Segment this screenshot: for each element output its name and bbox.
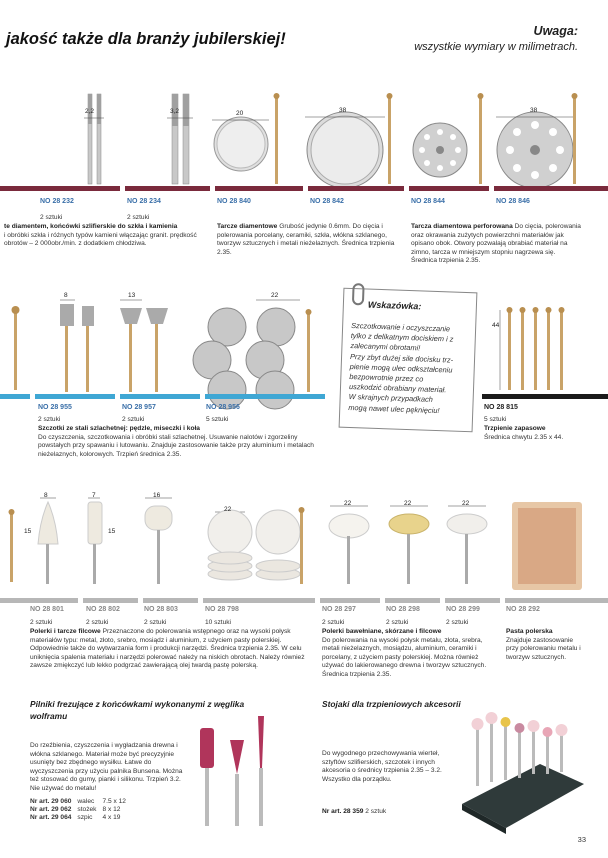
description-files [4, 223, 210, 249]
felt-discs-image [208, 507, 305, 584]
article-number: NO 28 840 [217, 198, 251, 205]
diamond-disc-small-image [212, 93, 280, 184]
perforated-disc-small-image [413, 93, 484, 184]
article-number: NO 28 297 [322, 606, 356, 613]
description-title: Pasta polerska [506, 628, 553, 635]
article-number: NO 28 801 [30, 606, 64, 613]
article-number: NO 28 798 [205, 606, 239, 613]
quantity: 2 sztuki [446, 619, 469, 626]
article-number: NO 28 299 [446, 606, 480, 613]
brush-wheels-image [193, 300, 312, 409]
dim-label: 16 [153, 492, 161, 499]
description-title: Szczotki ze stali szlachetnej: pędzle, miseczki i koła [38, 425, 200, 432]
quantity: 2 sztuki [38, 416, 61, 423]
article-number: NO 28 956 [206, 404, 240, 411]
description-title: te diamentem, końcówki szlifierskie do szkła i kamienia [4, 223, 178, 230]
quantity: 2 sztuki [30, 619, 53, 626]
color-bar [83, 598, 138, 603]
leather-polisher-image [389, 506, 429, 584]
description-spare [484, 425, 604, 442]
article-number: NO 28 957 [122, 404, 156, 411]
tip-line: W skrajnych przypadkach [348, 392, 433, 405]
tip-line: bezpowrotnie przez co [349, 371, 424, 384]
dim-label: 8 [64, 292, 68, 299]
quantity: 2 sztuki [144, 619, 167, 626]
quantity: 2 sztuki [122, 416, 145, 423]
dim-label: 2,2 [85, 108, 95, 115]
brush-cup-image [120, 300, 168, 392]
color-bar [505, 598, 608, 603]
dim-label: 15 [108, 528, 116, 535]
description-title: Polerki bawełniane, skórzane i filcowe [322, 628, 442, 635]
tip-heading: Wskazówka: [367, 299, 422, 312]
dim-label: 38 [339, 107, 347, 114]
table-cell: Nr art. 29 064 [30, 814, 72, 821]
table-cell: 7.5 x 12 [102, 798, 126, 805]
table-cell: 4 x 19 [102, 814, 121, 821]
dim-label: 44 [492, 322, 500, 329]
quantity: 2 sztuki [127, 214, 150, 221]
stand-image [462, 712, 584, 834]
color-bar [385, 598, 440, 603]
dim-label: 13 [128, 292, 136, 299]
article-number: NO 28 803 [144, 606, 178, 613]
spare-mandrels-image [500, 307, 565, 390]
spare-mandrel-image [12, 306, 20, 390]
color-bar [0, 186, 120, 191]
row3-illustrations [0, 492, 608, 602]
color-bar [482, 394, 608, 399]
description-brushes [38, 425, 316, 459]
quantity: 2 sztuki [386, 619, 409, 626]
article-number: NO 28 232 [40, 198, 74, 205]
description-text: Przeznaczone do polerowania wstępnego oraz na wysoki połysk materiałów typu: metal, złoto, srebro, mosiądz i aluminium, z użyciem pasty polerskiej. Odpowiednie także do wytwarzania form i produkcji narzędzi. Średnica trzpienia 2.35. W celu uniknięcia spalenia materiału i narzędzi polerować należy na niskich obrotach. Należy również zawsze zmiękczyć lub lekko podgrzać zawierającą olej twardą pastę polerską. [30, 628, 305, 670]
cotton-polisher-image [329, 506, 369, 584]
polishing-paste-image [512, 502, 582, 590]
stand-quantity: 2 sztuk [365, 808, 387, 815]
color-bar [0, 394, 30, 399]
dim-label: 15 [24, 528, 32, 535]
row4-illustrations [0, 706, 608, 836]
table-cell: stożek [77, 806, 97, 813]
description-title: Tarcza diamentowa perforowana [411, 223, 513, 230]
article-number: NO 28 844 [411, 198, 445, 205]
felt-cylinder-image [88, 498, 102, 584]
dim-label: 7 [92, 492, 96, 499]
color-bar [445, 598, 500, 603]
article-number: NO 28 955 [38, 404, 72, 411]
description-text: Znajduje zastosowanie przy polerowaniu metalu i tworzyw sztucznych. [506, 636, 581, 661]
article-number: NO 28 234 [127, 198, 161, 205]
description-title: Trzpienie zapasowe [484, 425, 546, 432]
dim-label: 22 [404, 500, 412, 507]
note-heading: Uwaga: [533, 24, 578, 38]
quantity: 2 sztuki [322, 619, 345, 626]
color-bar [320, 598, 380, 603]
table-cell: walec [77, 798, 95, 805]
color-bar [35, 394, 115, 399]
article-number: NO 28 842 [310, 198, 344, 205]
felt-polisher-image [447, 506, 487, 584]
description-text: Do czyszczenia, szczotkowania i obróbki stali szlachetnej. Usuwanie nalotów i zgorzeliny powstałych przy spawaniu i lutowaniu. Znajduje zastosowanie także przy aluminium i metalach nieżelaznych, kolorowych. Trzpień średnica 2.35. [38, 433, 314, 458]
description-discs [217, 223, 403, 257]
description-felt [30, 628, 314, 671]
description-paste [506, 628, 582, 662]
dim-label: 20 [236, 110, 244, 117]
color-bar [125, 186, 210, 191]
tip-text [348, 321, 475, 417]
stand-number: Nr art. 28 359 [322, 808, 364, 815]
color-bar [409, 186, 489, 191]
table-cell: szpic [77, 814, 93, 821]
article-number: NO 28 802 [86, 606, 120, 613]
table-cell: Nr art. 29 060 [30, 798, 72, 805]
color-bar [308, 186, 404, 191]
tip-line: Przy zbyt dużej sile docisku trz- [349, 351, 454, 365]
dim-label: 22 [462, 500, 470, 507]
carbide-files-image [200, 716, 264, 826]
description-perforated [411, 223, 581, 266]
quantity: 5 sztuki [206, 416, 229, 423]
row1-illustrations [0, 0, 608, 190]
color-bar [143, 598, 198, 603]
row2-illustrations [0, 290, 608, 440]
page-number: 33 [577, 835, 586, 844]
color-bar [215, 186, 303, 191]
tip-line: mogą nawet ulec pęknięciu! [348, 402, 440, 415]
quantity: 2 sztuki [40, 214, 63, 221]
description-text: Do polerowania na wysoki połysk metalu, złota, srebra, metali nieżelaznych, mosiądzu, aluminium, ceramiki i porcelany, z użyciem pasty polerskiej. Można również używać do lakierowanego drewna i tworzyw sztucznych. Średnica trzpienia 2.35. [322, 636, 487, 678]
note-text: wszystkie wymiary w milimetrach. [414, 41, 578, 53]
brush-pencil-image [60, 300, 94, 392]
color-bar [120, 394, 200, 399]
color-bar [494, 186, 608, 191]
article-number: NO 28 292 [506, 606, 540, 613]
color-bar [203, 598, 315, 603]
quantity: 2 sztuki [86, 619, 109, 626]
stand-order [322, 808, 386, 817]
description-title: Tarcze diamentowe [217, 223, 278, 230]
tip-line: uszkodzić obrabiany materiał. [348, 382, 447, 395]
article-number: NO 28 815 [484, 404, 518, 411]
paperclip-icon [352, 283, 365, 305]
table-cell: Nr art. 29 062 [30, 806, 72, 813]
table-cell: 8 x 12 [102, 806, 121, 813]
dim-label: 8 [44, 492, 48, 499]
description-text: i obróbki szkła i różnych typów kamieni włączając granit. prędkość obrotów – 2 000obr./min. z dodatkiem chłodziwa. [4, 231, 197, 248]
description-text: Do cięcia, polerowania oraz okrawania zużytych powierzchni materiałów jak opisano obok. Otwory pozwalają obrabiać materiał na zimno, tarcza w mniejszym stopniu nagrzewa się. Średnica trzpienia 2.35. [411, 223, 581, 265]
dim-label: 38 [530, 107, 538, 114]
description-cotton [322, 628, 494, 680]
color-bar [205, 394, 325, 399]
felt-cone-image [9, 498, 59, 584]
description-text: Grubość jedynie 0.6mm. Do cięcia i polerowania porcelany, ceramiki, szkła, włókna szklanego, tworzyw sztucznych i metali nieżelaznych. Średnica trzpienia 2.35. [217, 223, 395, 256]
stand-heading: Stojaki dla trzpieniowych akcesorii [322, 699, 461, 709]
tip-line: tylko z delikatnym dociskiem i z [350, 331, 454, 344]
files-description: Do rzeźbienia, czyszczenia i wygładzania drewna i włókna szklanego. Materiał może być precyzyjnie usunięty bez zbędnego wysiłku. Łatwe do wyczyszczenia przy użyciu palnika Bunsena. Można też stosować do gumy, pianki i silikonu. Trzpień 3.2. Nie używać do metalu! [30, 742, 183, 792]
tip-line: pienie mogą ulec odkształceniu [349, 361, 453, 375]
dim-label: 3,2 [170, 108, 180, 115]
quantity: 5 sztuki [484, 416, 507, 423]
dim-label: 22 [224, 506, 232, 513]
color-bar [0, 598, 78, 603]
article-number: NO 28 298 [386, 606, 420, 613]
felt-wheel-image [145, 498, 172, 584]
stand-description: Do wygodnego przechowywania wierteł, sztyftów szlifierskich, szczotek i innych akcesoria o średnicy trzpienia 2.35 – 3.2. Wszystko dla porządku. [322, 750, 442, 783]
article-number: NO 28 846 [496, 198, 530, 205]
description-text: Średnica chwytu 2.35 x 44. [484, 433, 564, 441]
tip-line: zalecanymi obrotami! [350, 341, 421, 353]
quantity: 10 sztuki [205, 619, 232, 626]
diamond-disc-large-image [305, 93, 393, 188]
page-title: jakość także dla branży jubilerskiej! [6, 30, 286, 48]
dim-label: 22 [344, 500, 352, 507]
description-title: Polerki i tarcze filcowe [30, 628, 101, 635]
files-heading: Pilniki frezujące z końcówkami wykonanymi z węglika wolframu [30, 699, 245, 721]
dim-label: 22 [271, 292, 279, 299]
tip-line: Szczotkowanie i oczyszczanie [351, 320, 451, 334]
tip-note [339, 288, 478, 433]
